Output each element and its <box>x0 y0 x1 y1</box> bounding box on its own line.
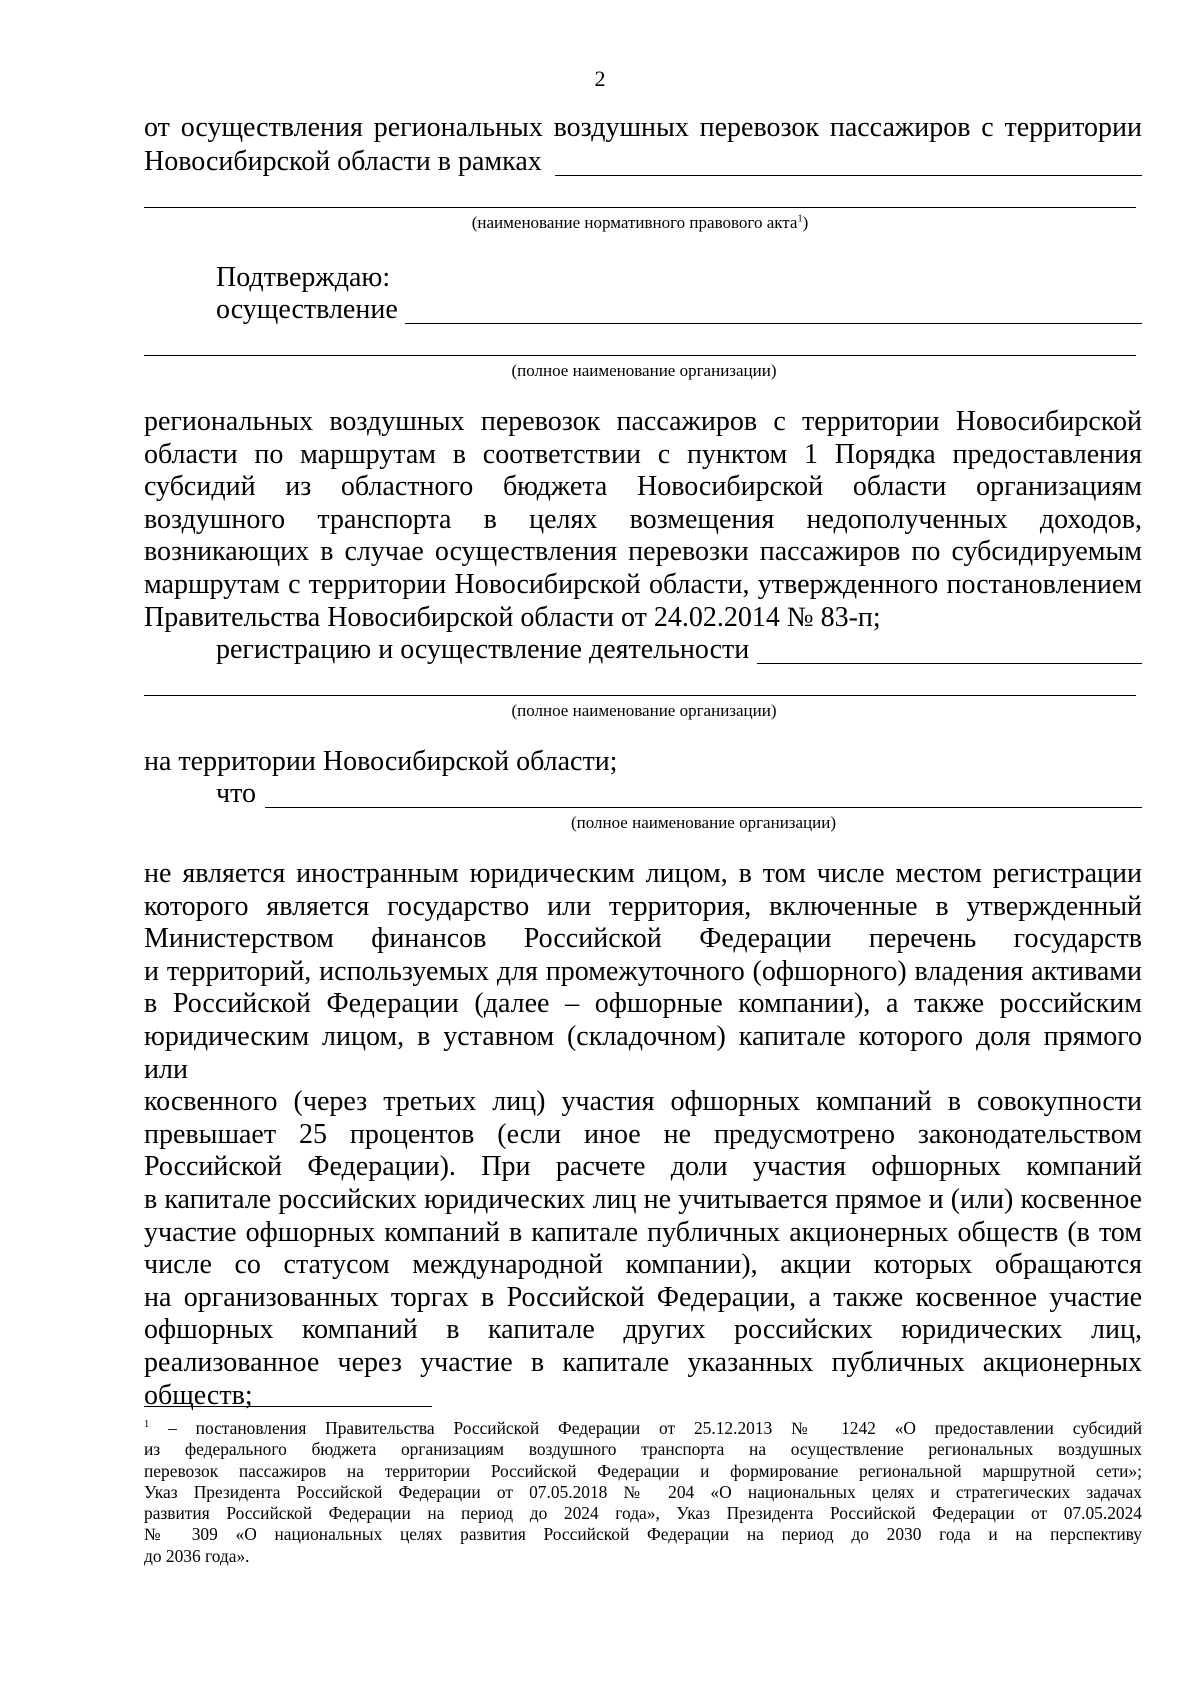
paragraph-2 <box>144 858 1142 1412</box>
blank-line-org-1b <box>144 355 1136 356</box>
header-text <box>144 112 1142 145</box>
footnote-line: из федерального бюджета организациям воздушного транспорта на осуществление региональных воздушных <box>144 1439 1142 1460</box>
caption-org-1: (полное наименование организации) <box>511 361 777 380</box>
footnote-marker: 1 <box>144 1419 150 1431</box>
blank-line-org-1a <box>405 323 1142 324</box>
confirm-item1-label: осуществление <box>216 294 398 325</box>
item2-label: регистрацию и осуществление деятельности <box>216 634 750 665</box>
para2-line: Министерством финансов Российской Федерации перечень государств <box>144 923 1142 955</box>
footnote-line: развития Российской Федерации на период до 2024 года», Указ Президента Российской Федерации от 07.05.2024 <box>144 1503 1142 1524</box>
item2-tail: на территории Новосибирской области; <box>144 746 618 777</box>
caption-org-3: (полное наименование организации) <box>570 813 837 832</box>
para1-line: региональных воздушных перевозок пассажиров с территории Новосибирской <box>144 406 1142 437</box>
footnote-line: перевозок пассажиров на территории Российской Федерации и формирование региональной маршрутной сети»; <box>144 1460 1142 1481</box>
para2-line: в Российской Федерации (далее – офшорные компании), а также российским <box>144 988 1142 1020</box>
footnote-line: № 309 «О национальных целях развития Российской Федерации на период до 2030 года и на перспективу <box>144 1524 1142 1545</box>
para2-line: юридическим лицом, в уставном (складочном) капитале которого доля прямого или <box>144 1020 1142 1085</box>
blank-line-org-2b <box>144 695 1136 696</box>
blank-line-org-2a <box>757 663 1142 664</box>
blank-line-act-2 <box>144 207 1136 208</box>
para1-line: возникающих в случае осуществления перевозки пассажиров по субсидируемым <box>144 536 1142 568</box>
para2-line: участие офшорных компаний в капитале публичных акционерных обществ (в том <box>144 1216 1142 1248</box>
paragraph-1 <box>144 406 1142 634</box>
para1-line: Правительства Новосибирской области от 24.02.2014 № 83-п; <box>144 601 881 633</box>
para2-line: превышает 25 процентов (если иное не предусмотрено законодательством <box>144 1118 1142 1150</box>
para2-line: обществ; <box>144 1379 253 1411</box>
para2-line: не является иностранным юридическим лицом, в том числе местом регистрации <box>144 858 1142 889</box>
para2-line: косвенного (через третьих лиц) участия офшорных компаний в совокупности <box>144 1086 1142 1118</box>
footnote-line: $^1$ – постановления Правительства Российской Федерации от 25.12.2013 № 1242 «О предоставлении субсидий <box>144 1418 1142 1438</box>
footnote-ref: 1 <box>797 213 803 225</box>
header-line-1: от осуществления региональных воздушных перевозок пассажиров с территории <box>144 112 1142 143</box>
footnote <box>144 1418 1142 1567</box>
blank-line-act-1 <box>555 175 1142 176</box>
caption-act: (наименование нормативного правового акта$^1$) <box>471 213 809 232</box>
item3-label: что <box>216 778 256 809</box>
header-line-2: Новосибирской области в рамках <box>144 146 542 177</box>
confirm-heading: Подтверждаю: <box>216 262 391 293</box>
caption-org-2: (полное наименование организации) <box>511 701 777 720</box>
para2-line: в капитале российских юридических лиц не учитывается прямое и (или) косвенное <box>144 1183 1142 1215</box>
footnote-separator <box>144 1406 432 1407</box>
para1-line: области по маршрутам в соответствии с пунктом 1 Порядка предоставления <box>144 438 1142 470</box>
para2-line: на организованных торгах в Российской Федерации, а также косвенное участие <box>144 1281 1142 1313</box>
para1-line: маршрутам с территории Новосибирской области, утвержденного постановлением <box>144 568 1142 600</box>
blank-line-org-3 <box>265 807 1142 808</box>
para2-line: числе со статусом международной компании), акции которых обращаются <box>144 1249 1142 1281</box>
para2-line: и территорий, используемых для промежуточного (офшорного) владения активами <box>144 955 1142 987</box>
page-number: 2 <box>594 66 606 91</box>
para2-line: офшорных компаний в капитале других российских юридических лиц, <box>144 1314 1142 1346</box>
para2-line: которого является государство или территория, включенные в утвержденный <box>144 890 1142 922</box>
para2-line: Российской Федерации). При расчете доли участия офшорных компаний <box>144 1151 1142 1183</box>
footnote-line: до 2036 года». <box>144 1545 250 1566</box>
para2-line: реализованное через участие в капитале указанных публичных акционерных <box>144 1346 1142 1378</box>
para1-line: субсидий из областного бюджета Новосибирской области организациям <box>144 471 1142 503</box>
footnote-line: Указ Президента Российской Федерации от 07.05.2018 № 204 «О национальных целях и стратегических задачах <box>144 1481 1142 1502</box>
para1-line: воздушного транспорта в целях возмещения недополученных доходов, <box>144 503 1142 535</box>
